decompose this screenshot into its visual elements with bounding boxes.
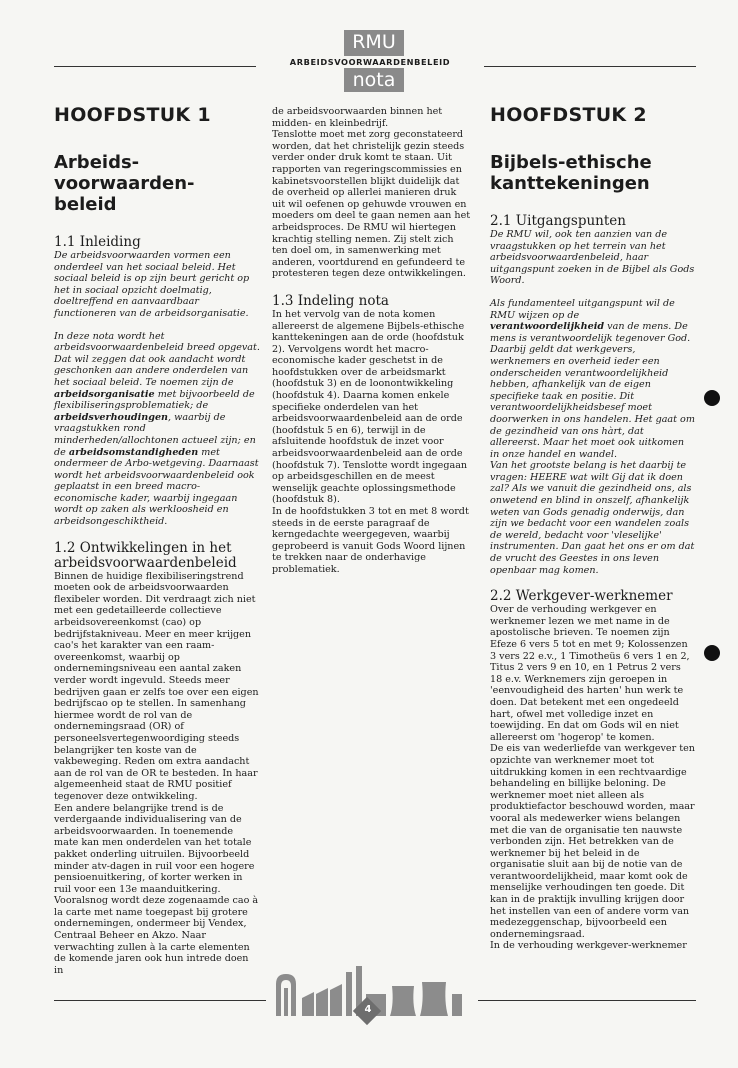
section-2-1-heading: 2.1 Uitgangspunten (490, 213, 626, 229)
chapter-2-heading: HOOFDSTUK 2 (490, 104, 647, 126)
section-1-3-heading: 1.3 Indeling nota (272, 292, 389, 309)
section-1-2-paragraph-2: Een andere belangrijke trend is de verdergaande individualisering van de arbeidsvoorwaarden. In toenemende mate kan men onderdelen van het totale pakket onderling uitruilen. Bijvoorbeeld minder atv-dagen in ruil voor een hogere pensioenuitkering, of korter werken in ruil voor een 13e maanduitkering. Vooralsnog wordt deze zogenaamde cao à la carte met name toegepast bij grotere ondernemingen, ondermeer bij Vendex, Centraal Beheer en Akzo. Naar verwachting zullen à la carte elementen de komende jaren ook hun intrede doen in (54, 802, 259, 976)
section-2-1-paragraph-2: Als fundamenteel uitgangspunt wil de RMU wijzen op de verantwoordelijkheid van de mens. De mens is verantwoordelijk tegenover God. Daarbij geldt dat werkgevers, werknemers en overheid ieder een onderscheiden verantwoordelijkheid hebben, afhankelijk van de eigen specifieke taak en positie. Dit verantwoordelijkheidsbesef moet doorwerken in ons handelen. Het gaat om de gezindheid van ons hàrt, dat allereerst. Maar het moet ook uitkomen in onze handel en wandel. (490, 297, 695, 460)
chapter-2-title (490, 152, 695, 194)
col2-paragraph-1: de arbeidsvoorwaarden binnen het midden- en kleinbedrijf. (272, 106, 443, 129)
section-1-3-paragraph-1: In het vervolg van de nota komen allereerst de algemene Bijbels-ethische kanttekeningen aan de orde (hoofdstuk 2). Vervolgens wordt het macro-economische kader geschetst in de hoofdstukken over de arbeidsmarkt (hoofdstuk 3) en de loonontwikkeling (hoofdstuk 4). Daarna komen enkele specifieke onderdelen van het arbeidsvoorwaardenbeleid aan de orde (hoofdstuk 5 en 6), terwijl in de afsluitende hoofdstuk de inzet voor arbeidsvoorwaardenbeleid aan de orde (hoofdstuk 7). Tenslotte wordt ingegaan op arbeidsgeschillen en de meest wenselijk geachte oplossingsmethode (hoofdstuk 8). (272, 308, 468, 506)
binder-hole-bottom (704, 645, 720, 661)
column-3 (490, 96, 695, 952)
header-rule-right (484, 66, 696, 67)
logo-nota: nota (344, 68, 404, 92)
section-2-2-paragraph-1: Over de verhouding werkgever en werknemer lezen we met name in de apostolische brieven. Te noemen zijn Efeze 6 vers 5 tot en met 9; Kolossenzen 3 vers 22 e.v., 1 Timotheüs 6 vers 1 en 2, Titus 2 vers 9 en 10, en 1 Petrus 2 vers 18 e.v. Werknemers zijn geroepen in 'eenvoudigheid des harten' hun werk te doen. Dat betekent met een ongedeeld hart, ofwel met volledige inzet en toewijding. En dat om Gods wil en niet allereerst om 'hogerop' te komen. (490, 604, 690, 743)
column-1 (54, 96, 260, 976)
chapter-2-title-text: Bijbels-ethische kanttekeningen (490, 152, 652, 194)
chapter-1-title (54, 152, 260, 215)
logo-rmu: RMU (344, 30, 404, 56)
section-2-1-paragraph-1: De RMU wil, ook ten aanzien van de vraagstukken op het terrein van het arbeidsvoorwaardenbeleid, haar uitgangspunt zoeken in de Bijbel als Gods Woord. (490, 229, 695, 287)
section-1-1-paragraph: De arbeidsvoorwaarden vormen een onderdeel van het sociaal beleid. Het sociaal beleid is op zijn beurt gericht op het in sociaal opzicht doelmatig, doeltreffend en aanvaardbaar functioneren van de arbeidsorganisatie. (54, 250, 250, 319)
header-rule-left (54, 66, 256, 67)
section-1-2-heading: 1.2 Ontwikkelingen in het arbeidsvoorwaardenbeleid (54, 539, 237, 571)
footer-rule-right (478, 1000, 696, 1001)
section-1-1-heading: 1.1 Inleiding (54, 234, 141, 250)
section-2-2-paragraph-3: In de verhouding werkgever-werknemer (490, 940, 687, 952)
section-2-2-heading: 2.2 Werkgever-werknemer (490, 588, 673, 605)
term-arbeidsomstandigheden: arbeidsomstandigheden (68, 446, 199, 458)
section-1-2-paragraph-1: Binnen de huidige flexibiliseringstrend moeten ook de arbeidsvoorwaarden flexibeler worden. Dit verdraagt zich niet met een gedetailleerde collectieve arbeidsovereenkomst (cao) op bedrijfstakniveau. Meer en meer krijgen cao's het karakter van een raam-overeenkomst, waarbij op ondernemingsniveau een aantal zaken verder wordt ingevuld. Steeds meer bedrijven gaan er zelfs toe over een eigen bedrijfscao op te stellen. In samenhang hiermee wordt de rol van de ondernemingsraad (OR) of personeelsvertegenwoordiging steeds belangrijker ten koste van de vakbeweging. Reden om extra aandacht aan de rol van de OR te besteden. In haar algemeenheid staat de RMU positief tegenover deze ontwikkeling. (54, 570, 259, 802)
chapter-1-title-text: Arbeids- voorwaarden- beleid (54, 152, 195, 215)
term-arbeidsverhoudingen: arbeidsverhoudingen (54, 411, 169, 423)
footer-rule-left (54, 1000, 266, 1001)
chapter-1-heading: HOOFDSTUK 1 (54, 104, 211, 126)
section-2-1-paragraph-3: Van het grootste belang is het daarbij te vragen: HEERE wat wilt Gij dat ik doen zal? Als we vanuit die gezindheid ons, als onwetend en blind in onszelf, afhankelijk weten van Gods genadig onderwijs, dan zijn we bedacht voor een wandelen zoals de wereld, bedacht voor 'vleselijke' instrumenten. Dan gaat het ons er om dat de vrucht des Geestes in ons leven openbaar mag komen. (490, 460, 695, 576)
section-1-3-paragraph-2: In de hoofdstukken 3 tot en met 8 wordt steeds in de eerste paragraaf de kerngedachte weergegeven, waarbij geprobeerd is vanuit Gods Woord lijnen te trekken naar de onderhavige problematiek. (272, 506, 469, 575)
section-1-1-paragraph-2: In deze nota wordt het arbeidsvoorwaardenbeleid breed opgevat. Dat wil zeggen dat ook aandacht wordt geschonken aan andere onderdelen van het sociaal beleid. Te noemen zijn de arbeidsorganisatie met bijvoorbeeld de flexibiliseringsproblematiek; de arbeidsverhoudingen, waarbij de vraagstukken rond minderheden/allochtonen actueel zijn; en de arbeidsomstandigheden met ondermeer de Arbo-wetgeving. Daarnaast wordt het arbeidsvoorwaardenbeleid ook geplaatst in een breed macro-economische kader, waarbij ingegaan wordt op zaken als werkloosheid en arbeidsongeschiktheid. (54, 330, 260, 528)
column-2 (272, 106, 472, 576)
term-verantwoordelijkheid: verantwoordelijkheid (490, 321, 605, 333)
logo-band-text: ARBEIDSVOORWAARDENBELEID (289, 57, 451, 67)
binder-hole-top (704, 390, 720, 406)
page-number-badge (355, 999, 381, 1025)
rmu-nota-logo (256, 30, 484, 92)
col2-paragraph-2: Tenslotte moet met zorg geconstateerd worden, dat het christelijk gezin steeds verder onder druk komt te staan. Uit rapporten van regeringscommissies en kabinetsvoorstellen blijkt duidelijk dat de overheid op allerlei manieren druk uit wil oefenen op gehuwde vrouwen en moeders om deel te gaan nemen aan het arbeidsproces. De RMU wil hiertegen krachtig stelling nemen. Zij stelt zich ten doel om, in samenwerking met anderen, voortdurend en gefundeerd te protesteren tegen deze ontwikkelingen. (272, 129, 471, 280)
page-number: 4 (364, 1004, 372, 1015)
section-2-2-paragraph-2: De eis van wederliefde van werkgever ten opzichte van werknemer moet tot uitdrukking komen in een rechtvaardige behandeling en billijke beloning. De werknemer moet niet alleen als produktiefactor beschouwd worden, maar vooral als medewerker wiens belangen met die van de organisatie ten nauwste verbonden zijn. Het betrekken van de werknemer bij het beleid in de organisatie sluit aan bij de notie van de verantwoordelijkheid, maar komt ook de menselijke verhoudingen ten goede. Dit kan in de praktijk invulling krijgen door het instellen van een of andere vorm van medezeggenschap, bijvoorbeeld een ondernemingsraad. (490, 743, 695, 940)
term-arbeidsorganisatie: arbeidsorganisatie (54, 388, 155, 400)
